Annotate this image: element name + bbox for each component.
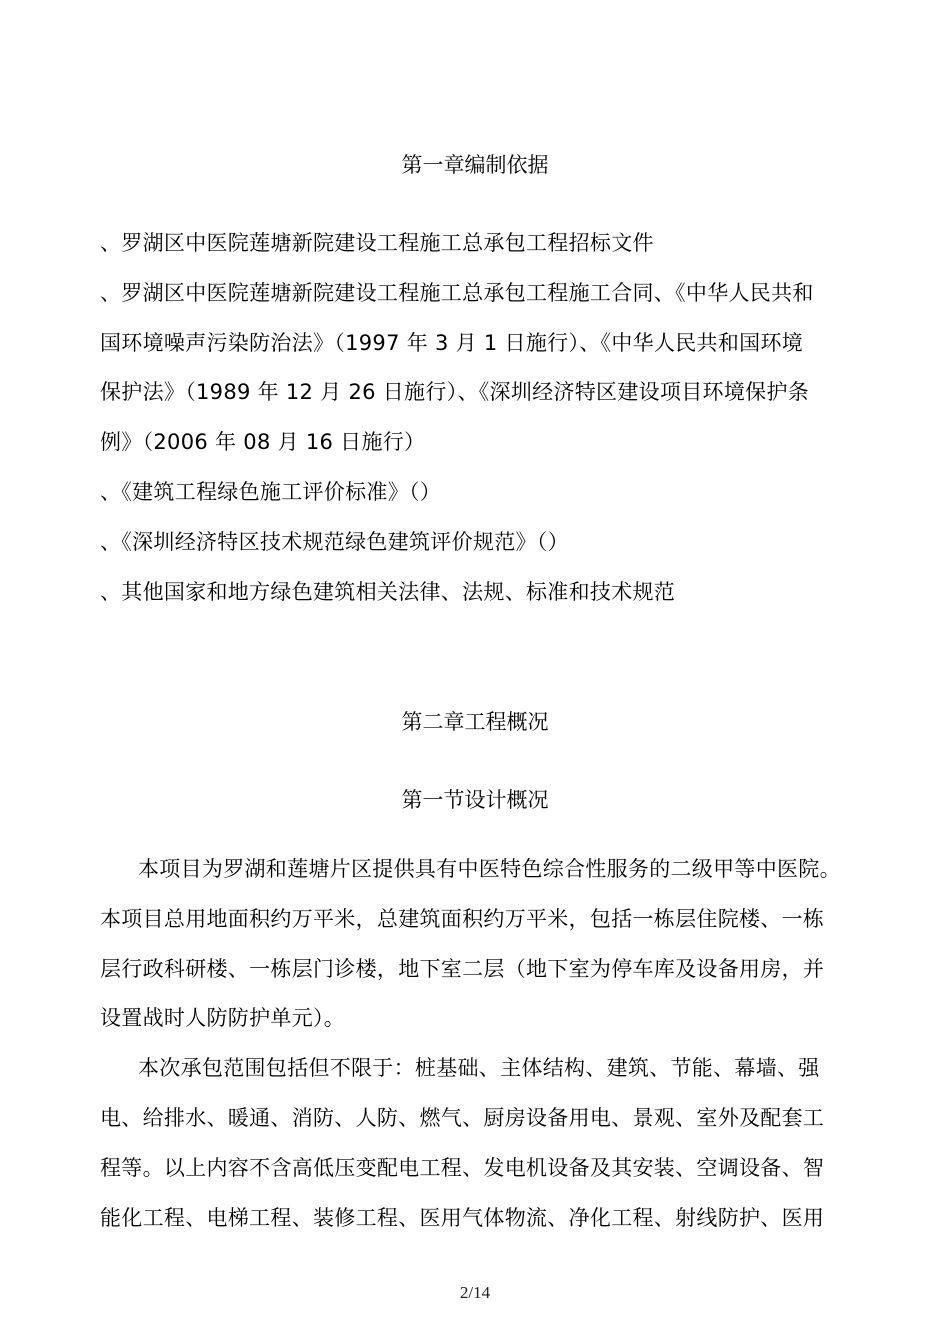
- chapter-1-title: 第一章编制依据: [401, 153, 549, 177]
- paragraph-1-line-2: 本项目总用地面积约万平米，总建筑面积约万平米，包括一栋层住院楼、一栋: [100, 907, 825, 931]
- paragraph-2-line-4: 能化工程、电梯工程、装修工程、医用气体物流、净化工程、射线防护、医用: [100, 1206, 825, 1230]
- page-number: 2/14: [459, 1283, 491, 1302]
- paragraph-2-line-1: 本次承包范围包括但不限于：桩基础、主体结构、建筑、节能、幕墙、强: [138, 1056, 820, 1080]
- section-1-title: 第一节设计概况: [401, 788, 549, 812]
- paragraph-1-line-3: 层行政科研楼、一栋层门诊楼，地下室二层（地下室为停车库及设备用房，并: [100, 957, 825, 981]
- reference-item-2-line-1: 、罗湖区中医院莲塘新院建设工程施工总承包工程施工合同、《中华人民共和: [100, 281, 814, 305]
- chapter-2-title: 第二章工程概况: [401, 710, 549, 734]
- paragraph-2-line-3: 程等。以上内容不含高低压变配电工程、发电机设备及其安装、空调设备、智: [100, 1156, 825, 1180]
- reference-item-3: 、《建筑工程绿色施工评价标准》（）: [100, 480, 442, 504]
- reference-item-2-line-2: 国环境噪声污染防治法》（1997 年 3 月 1 日施行）、《中华人民共和国环境: [100, 331, 804, 355]
- reference-item-1: 、罗湖区中医院莲塘新院建设工程施工总承包工程招标文件: [100, 231, 654, 255]
- paragraph-1-line-4: 设置战时人防防护单元）。: [100, 1006, 346, 1030]
- reference-item-2-line-3: 保护法》（1989 年 12 月 26 日施行）、《深圳经济特区建设项目环境保护条: [100, 380, 810, 404]
- paragraph-2-line-2: 电、给排水、暖通、消防、人防、燃气、厨房设备用电、景观、室外及配套工: [100, 1106, 825, 1130]
- paragraph-1-line-1: 本项目为罗湖和莲塘片区提供具有中医特色综合性服务的二级甲等中医院。: [138, 857, 841, 881]
- reference-item-2-line-4: 例》（2006 年 08 月 16 日施行）: [100, 430, 426, 454]
- reference-item-5: 、其他国家和地方绿色建筑相关法律、法规、标准和技术规范: [100, 580, 676, 604]
- reference-item-4: 、《深圳经济特区技术规范绿色建筑评价规范》（）: [100, 530, 569, 554]
